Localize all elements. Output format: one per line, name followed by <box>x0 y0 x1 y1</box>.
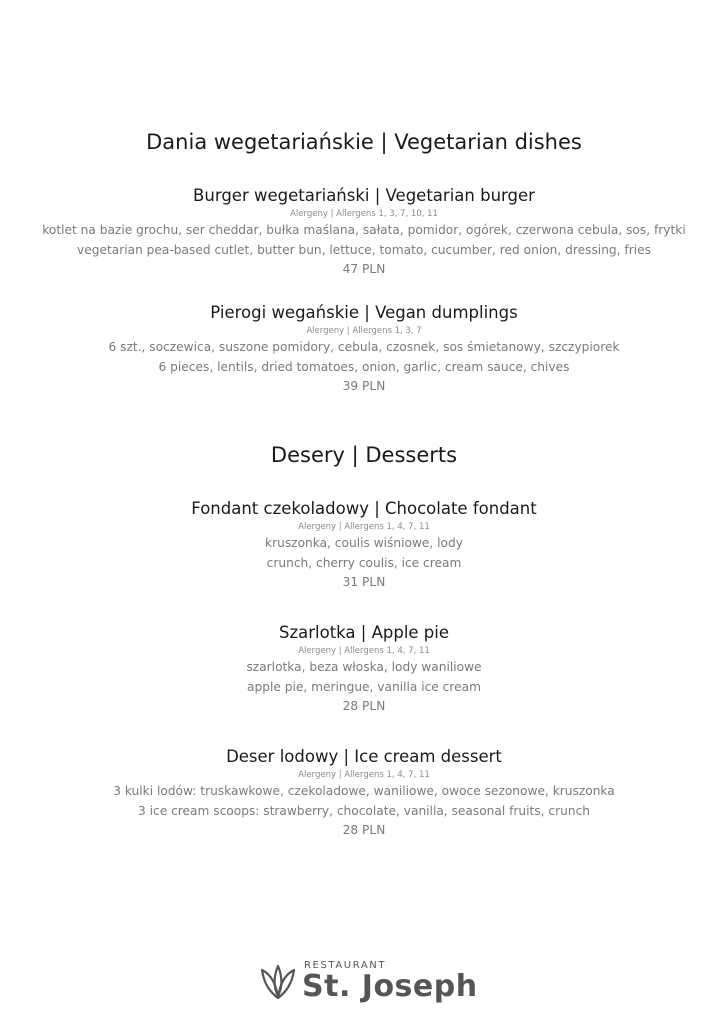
dish-description-en: apple pie, meringue, vanilla ice cream <box>247 679 481 694</box>
dish-price: 28 PLN <box>342 823 386 837</box>
dish-allergens: Alergeny | Allergens 1, 4, 7, 11 <box>298 646 430 656</box>
dish-vegan-dumplings <box>0 302 728 397</box>
dish-description-en: crunch, cherry coulis, ice cream <box>266 555 462 570</box>
dish-chocolate-fondant <box>0 498 728 593</box>
dish-allergens: Alergeny | Allergens 1, 3, 7 <box>306 326 422 336</box>
dish-vegetarian-burger <box>0 185 728 280</box>
logo-restaurant-name: St. Joseph <box>302 969 478 1004</box>
section-title-desserts: Desery | Desserts <box>270 443 458 467</box>
restaurant-logo <box>258 958 478 1008</box>
dish-allergens: Alergeny | Allergens 1, 4, 7, 11 <box>298 770 430 780</box>
dish-description-pl: 3 kulki lodów: truskawkowe, czekoladowe, waniliowe, owoce sezonowe, kruszonka <box>113 784 615 798</box>
dish-description-pl: kruszonka, coulis wiśniowe, lody <box>265 536 463 550</box>
section-title-vegetarian: Dania wegetariańskie | Vegetarian dishes <box>146 130 582 154</box>
dish-description-en: 6 pieces, lentils, dried tomatoes, onion, garlic, cream sauce, chives <box>158 359 570 374</box>
dish-ice-cream-dessert <box>0 746 728 841</box>
dish-price: 31 PLN <box>342 575 386 589</box>
dish-description-pl: kotlet na bazie grochu, ser cheddar, bułka maślana, sałata, pomidor, ogórek, czerwona cebula, sos, frytki <box>42 223 686 237</box>
dish-name: Szarlotka | Apple pie <box>278 623 450 642</box>
dish-price: 47 PLN <box>342 262 386 276</box>
dish-apple-pie <box>0 622 728 717</box>
logo-restaurant-label: RESTAURANT <box>304 960 387 971</box>
dish-description-pl: 6 szt., soczewica, suszone pomidory, cebula, czosnek, sos śmietanowy, szczypiorek <box>108 340 620 354</box>
dish-price: 28 PLN <box>342 699 386 713</box>
dish-allergens: Alergeny | Allergens 1, 3, 7, 10, 11 <box>290 209 438 219</box>
dish-description-en: 3 ice cream scoops: strawberry, chocolate, vanilla, seasonal fruits, crunch <box>138 803 590 818</box>
dish-name: Pierogi wegańskie | Vegan dumplings <box>210 303 518 322</box>
dish-description-en: vegetarian pea-based cutlet, butter bun, lettuce, tomato, cucumber, red onion, dressing, fries <box>77 242 651 257</box>
dish-name: Burger wegetariański | Vegetarian burger <box>193 186 535 205</box>
leaf-lotus-icon <box>258 962 298 1002</box>
dish-description-pl: szarlotka, beza włoska, lody waniliowe <box>246 660 482 674</box>
dish-name: Deser lodowy | Ice cream dessert <box>226 747 502 766</box>
dish-name: Fondant czekoladowy | Chocolate fondant <box>191 499 537 518</box>
dish-allergens: Alergeny | Allergens 1, 4, 7, 11 <box>298 522 430 532</box>
dish-price: 39 PLN <box>342 379 386 393</box>
